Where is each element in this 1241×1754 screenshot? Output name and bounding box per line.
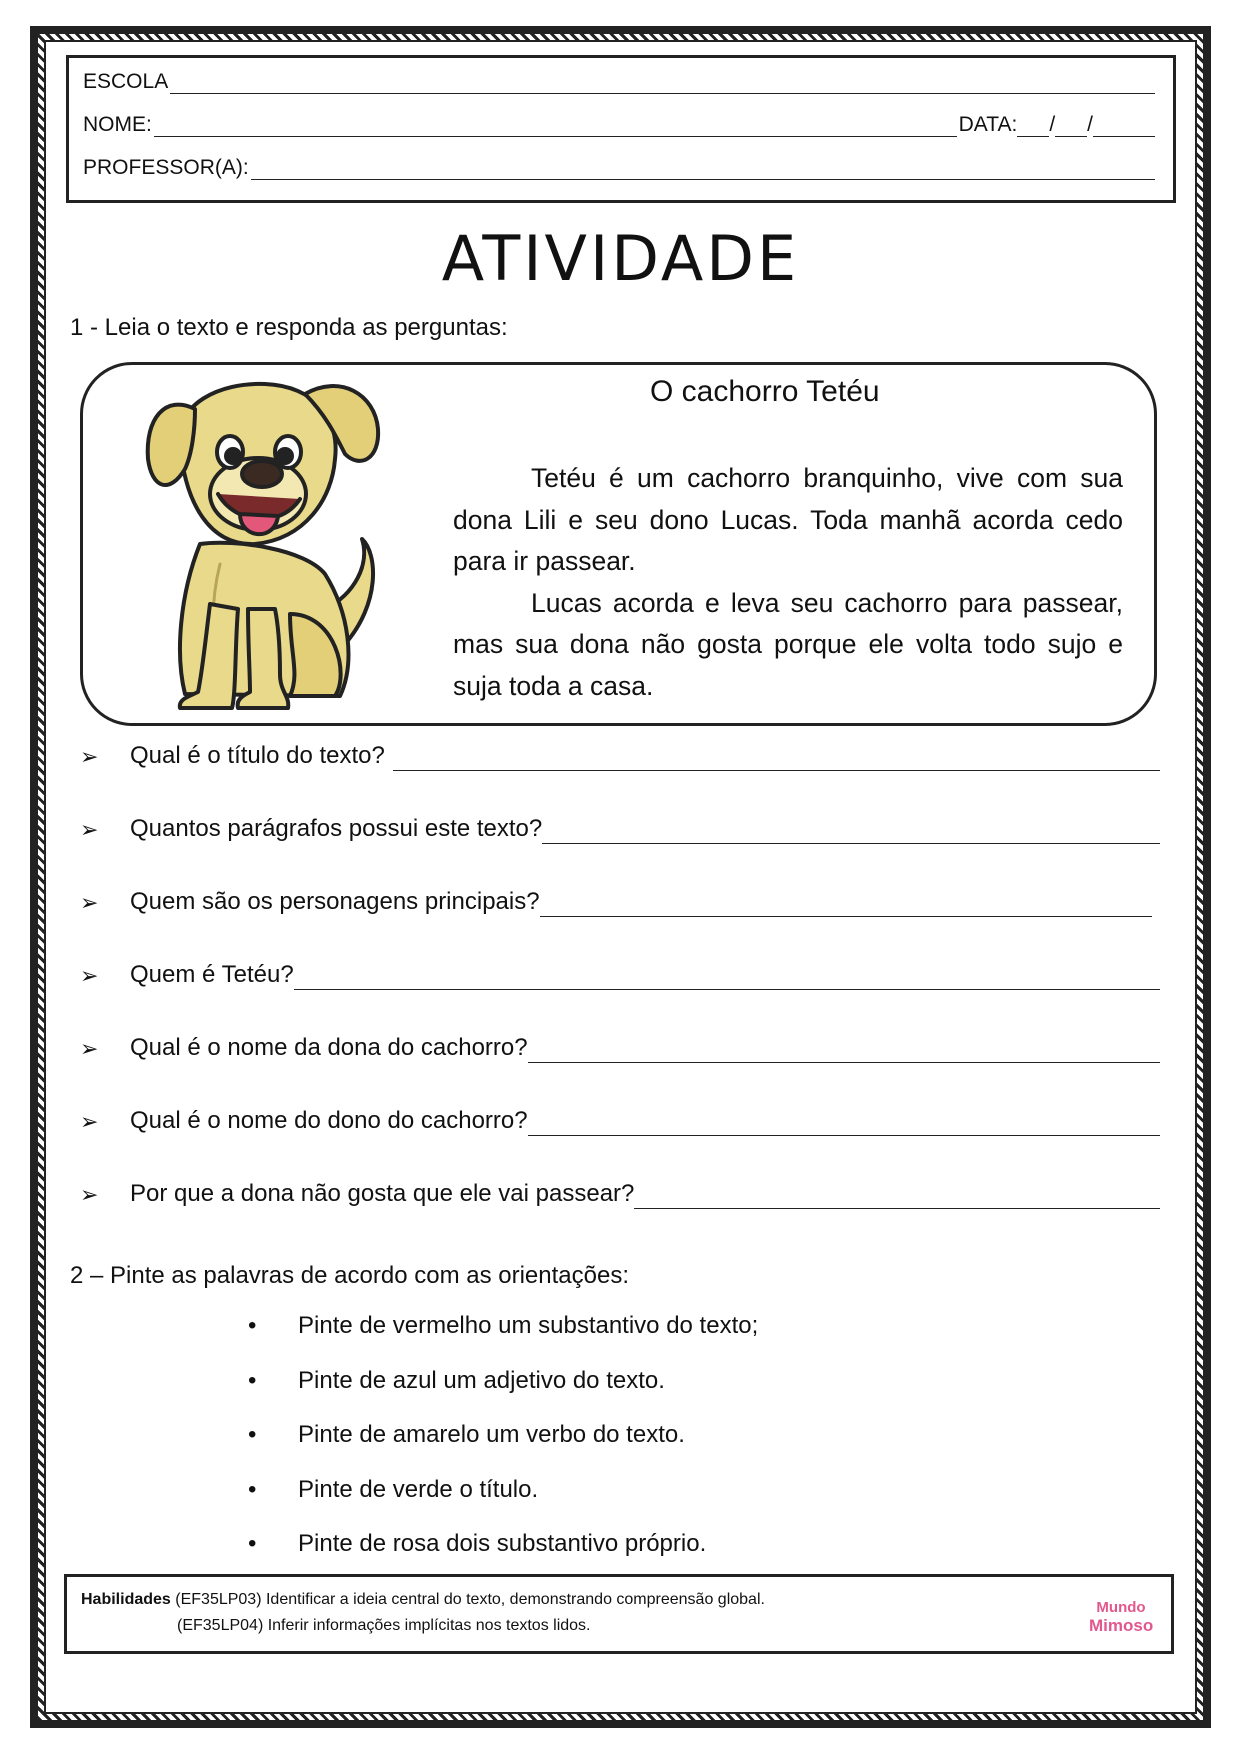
list-item <box>248 1367 758 1422</box>
bullet-icon: • <box>248 1366 257 1394</box>
paint-instruction: Pinte de verde o título. <box>298 1475 539 1503</box>
date-month-field[interactable] <box>1055 118 1087 137</box>
paint-instruction: Pinte de azul um adjetivo do texto. <box>298 1366 665 1394</box>
question-text: Quem é Tetéu? <box>130 961 294 988</box>
arrow-bullet-icon: ➢ <box>80 744 99 769</box>
paint-instruction: Pinte de amarelo um verbo do texto. <box>298 1421 685 1448</box>
name-field[interactable] <box>154 118 957 137</box>
answer-line[interactable] <box>528 1034 1160 1063</box>
header-form <box>66 55 1176 203</box>
teacher-row <box>83 156 1155 180</box>
school-row <box>83 70 1155 94</box>
arrow-bullet-icon: ➢ <box>80 1036 99 1061</box>
answer-line[interactable] <box>528 1107 1160 1136</box>
list-item <box>248 1476 758 1531</box>
list-item <box>248 1421 758 1476</box>
story-title: O cachorro Tetéu <box>650 375 880 408</box>
list-item <box>80 961 1160 1034</box>
section1-instruction: 1 - Leia o texto e responda as perguntas: <box>70 314 508 341</box>
bullet-icon: • <box>248 1530 257 1557</box>
logo-text-1: Mundo <box>1096 1599 1146 1616</box>
question-text: Qual é o nome da dona do cachorro? <box>130 1034 528 1061</box>
name-label: NOME: <box>83 113 152 136</box>
bullet-icon: • <box>248 1421 257 1448</box>
list-item <box>80 1107 1160 1180</box>
skill-line-1 <box>81 1591 765 1609</box>
paint-instruction: Pinte de vermelho um substantivo do texto; <box>298 1312 759 1339</box>
skills-label: Habilidades <box>81 1591 171 1608</box>
answer-line[interactable] <box>540 888 1152 917</box>
date-separator: / <box>1049 113 1056 136</box>
dog-icon <box>140 374 390 719</box>
date-label: DATA: <box>958 113 1018 136</box>
page-title: ATIVIDADE <box>441 222 800 295</box>
answer-line[interactable] <box>634 1180 1160 1209</box>
brand-logo <box>1089 1585 1153 1645</box>
question-list <box>80 742 1160 1253</box>
arrow-bullet-icon: ➢ <box>80 817 99 842</box>
answer-line[interactable] <box>542 815 1160 844</box>
logo-text-2: Mimoso <box>1089 1616 1154 1635</box>
skill-line-2: (EF35LP04) Inferir informações implícitas nos textos lidos. <box>177 1617 591 1634</box>
answer-line[interactable] <box>294 961 1160 990</box>
section2-instruction: 2 – Pinte as palavras de acordo com as orientações: <box>70 1262 629 1289</box>
date-day-field[interactable] <box>1017 118 1049 137</box>
date-year-field[interactable] <box>1093 118 1155 137</box>
list-item <box>80 1034 1160 1107</box>
name-row <box>83 113 1155 137</box>
bullet-icon: • <box>248 1312 257 1339</box>
school-field[interactable] <box>170 75 1155 94</box>
story-paragraph: Tetéu é um cachorro branquinho, vive com sua dona Lili e seu dono Lucas. Toda manhã acorda cedo para ir passear. <box>453 463 1123 576</box>
story-paragraph: Lucas acorda e leva seu cachorro para passear, mas sua dona não gosta porque ele volta todo sujo e suja toda a casa. <box>453 587 1123 701</box>
question-text: Qual é o nome do dono do cachorro? <box>130 1107 528 1134</box>
arrow-bullet-icon: ➢ <box>80 963 99 988</box>
skills-footer <box>64 1574 1174 1654</box>
teacher-label: PROFESSOR(A): <box>83 156 249 179</box>
bullet-icon: • <box>248 1475 257 1503</box>
paint-instruction: Pinte de rosa dois substantivo próprio. <box>298 1530 707 1557</box>
arrow-bullet-icon: ➢ <box>80 1109 99 1134</box>
skill-text: (EF35LP03) Identificar a ideia central do texto, demonstrando compreensão global. <box>175 1591 765 1608</box>
answer-line[interactable] <box>393 742 1160 771</box>
arrow-bullet-icon: ➢ <box>80 890 99 915</box>
list-item <box>80 1180 1160 1253</box>
teacher-field[interactable] <box>251 161 1155 180</box>
question-text: Quantos parágrafos possui este texto? <box>130 815 543 842</box>
question-text: Qual é o título do texto? <box>130 742 385 769</box>
list-item <box>248 1312 758 1367</box>
school-label: ESCOLA <box>83 70 169 93</box>
question-text: Quem são os personagens principais? <box>130 888 540 915</box>
arrow-bullet-icon: ➢ <box>80 1182 99 1207</box>
date-separator: / <box>1087 113 1093 136</box>
story-text <box>453 458 1123 707</box>
date-group <box>959 113 1155 137</box>
list-item <box>80 888 1160 961</box>
paint-list <box>248 1312 758 1585</box>
question-text: Por que a dona não gosta que ele vai passear? <box>130 1180 635 1207</box>
list-item <box>80 815 1160 888</box>
list-item <box>80 742 1160 815</box>
